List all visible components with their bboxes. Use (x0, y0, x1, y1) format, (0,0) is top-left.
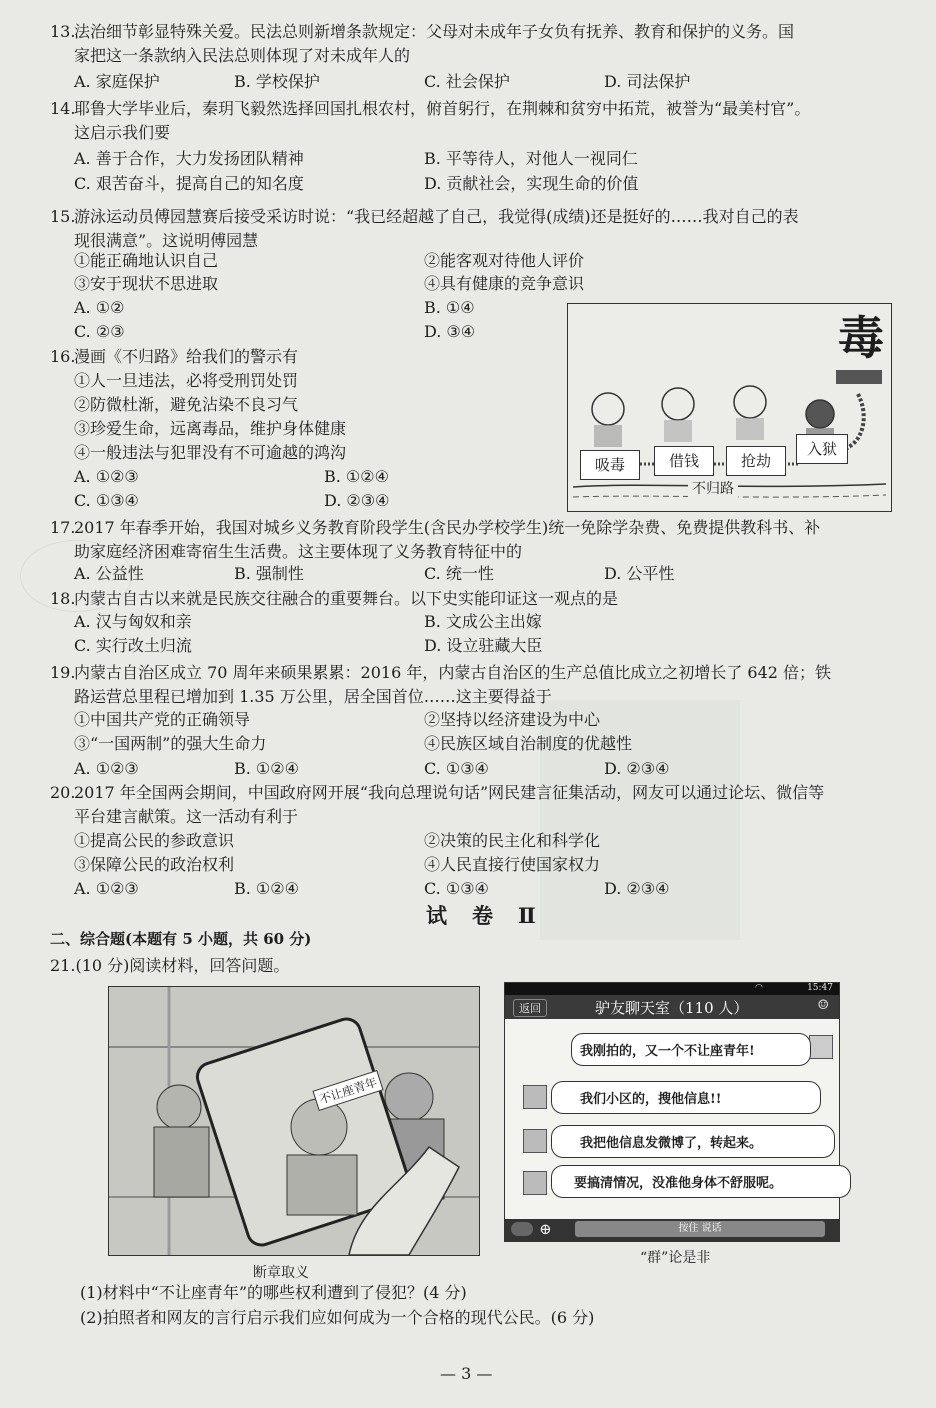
subquestion-2: (2)拍照者和网友的言行启示我们应如何成为一个合格的现代公民。(6 分) (80, 1308, 595, 1327)
question-stem: 法治细节彰显特殊关爱。民法总则新增条款规定：父母对未成年子女负有抚养、教育和保护的义务。国 (74, 22, 795, 41)
question-stem: 漫画《不归路》给我们的警示有 (74, 347, 299, 366)
option-b: B. 强制性 (234, 564, 304, 583)
option-a: A. 公益性 (74, 564, 144, 583)
group-members-icon[interactable]: ☺ (817, 998, 829, 1013)
question-21-head: 21.(10 分)阅读材料，回答问题。 (50, 956, 290, 975)
statement-3: ③“一国两制”的强大生命力 (74, 734, 267, 753)
question-stem: 平台建言献策。这一活动有利于 (74, 807, 299, 826)
box-drug: 吸毒 (580, 450, 640, 480)
question-stem: 路运营总里程已增加到 1.35 万公里，居全国首位……这主要得益于 (74, 687, 552, 706)
cartoon-bus-scene (108, 986, 480, 1256)
question-stem: 内蒙古自古以来就是民族交往融合的重要舞台。以下史实能印证这一观点的是 (74, 589, 619, 608)
chat-input-bar (505, 1219, 839, 1241)
question-number: 17. (50, 518, 76, 537)
chat-header (505, 995, 839, 1019)
question-stem: 游泳运动员傅园慧赛后接受采访时说：“我已经超越了自己，我觉得(成绩)还是挺好的……我对自己的表 (74, 207, 799, 226)
statement-3: ③安于现状不思进取 (74, 274, 219, 293)
chat-body (505, 1019, 839, 1219)
part-2-title: 试 卷 Ⅱ (426, 903, 538, 928)
status-time: 15:47 (807, 983, 833, 993)
status-bar (505, 983, 839, 995)
option-c: C. ①③④ (74, 491, 139, 510)
question-number: 19. (50, 663, 76, 682)
statement-4: ④一般违法与犯罪没有不可逾越的鸿沟 (74, 443, 347, 462)
option-b: B. ①②④ (234, 879, 299, 898)
subquestion-1: (1)材料中“不让座青年”的哪些权利遭到了侵犯？(4 分) (80, 1283, 467, 1302)
option-d: D. 设立驻藏大臣 (424, 636, 543, 655)
option-a: A. 汉与匈奴和亲 (74, 612, 192, 631)
bus-scene-drawing (109, 987, 479, 1255)
option-c: C. 艰苦奋斗，提高自己的知名度 (74, 174, 304, 193)
poison-sign: 毒 (838, 311, 884, 365)
page-number: — 3 — (440, 1364, 493, 1383)
chat-room-title: 驴友聊天室（110 人） (595, 999, 749, 1017)
option-c: C. 社会保护 (424, 72, 510, 91)
option-a: A. ①②③ (74, 467, 139, 486)
statement-2: ②坚持以经济建设为中心 (424, 710, 601, 729)
option-a: A. 家庭保护 (74, 72, 160, 91)
question-number: 14. (50, 99, 76, 118)
question-number: 16. (50, 347, 76, 366)
option-d: D. ②③④ (324, 491, 390, 510)
option-b: B. 平等待人，对他人一视同仁 (424, 149, 638, 168)
question-stem: 耶鲁大学毕业后，秦玥飞毅然选择回国扎根农村，俯首躬行，在荆棘和贫穷中拓荒，被誉为“最美村官”。 (74, 99, 811, 118)
question-stem: 现很满意”。这说明傅园慧 (74, 231, 259, 250)
statement-2: ②防微杜渐，避免沾染不良习气 (74, 395, 299, 414)
box-borrow: 借钱 (654, 446, 714, 476)
question-number: 15. (50, 207, 76, 226)
left-image-caption: 断章取义 (253, 1265, 309, 1281)
question-stem: 助家庭经济困难寄宿生生活费。这主要体现了义务教育特征中的 (74, 542, 523, 561)
question-stem: 这启示我们要 (74, 123, 171, 142)
road-label: 不归路 (688, 478, 738, 498)
box-prison: 入狱 (796, 434, 848, 464)
option-b: B. ①②④ (234, 759, 299, 778)
cartoon-no-return-road (567, 303, 892, 512)
plus-icon[interactable]: ⊕ (539, 1220, 552, 1238)
chat-message: 要搞清情况，没准他身体不舒服呢。 (551, 1165, 851, 1198)
avatar-left (523, 1085, 547, 1109)
option-d: D. ②③④ (604, 879, 670, 898)
voice-toggle-icon[interactable] (511, 1222, 533, 1236)
statement-1: ①能正确地认识自己 (74, 251, 219, 270)
option-a: A. ①②③ (74, 759, 139, 778)
option-b: B. 文成公主出嫁 (424, 612, 542, 631)
question-number: 18. (50, 589, 76, 608)
option-a: A. ①②③ (74, 879, 139, 898)
option-b: B. 学校保护 (234, 72, 320, 91)
option-d: D. 司法保护 (604, 72, 691, 91)
avatar-right (809, 1035, 833, 1059)
no-seat-label: 不让座青年 (312, 1070, 383, 1111)
option-a: A. ①② (74, 298, 125, 317)
chat-message: 我刚拍的，又一个不让座青年! (571, 1033, 811, 1066)
option-b: B. ①④ (424, 298, 475, 317)
back-button[interactable]: 返回 (513, 999, 547, 1017)
option-c: C. ①③④ (424, 759, 489, 778)
statement-4: ④具有健康的竞争意识 (424, 274, 585, 293)
statement-3: ③珍爱生命，远离毒品，维护身体健康 (74, 419, 347, 438)
statement-2: ②决策的民主化和科学化 (424, 831, 601, 850)
box-rob: 抢劫 (726, 446, 786, 476)
question-stem: 内蒙古自治区成立 70 周年来硕果累累：2016 年，内蒙古自治区的生产总值比成立之初增长了 642 倍；铁 (74, 663, 832, 682)
option-c: C. 实行改土归流 (74, 636, 192, 655)
statement-3: ③保障公民的政治权利 (74, 855, 235, 874)
option-d: D. ③④ (424, 322, 476, 341)
question-stem: 2017 年全国两会期间，中国政府网开展“我向总理说句话”网民建言征集活动，网友可以通过论坛、微信等 (74, 783, 825, 802)
option-c: C. 统一性 (424, 564, 494, 583)
option-b: B. ①②④ (324, 467, 389, 486)
option-d: D. ②③④ (604, 759, 670, 778)
option-d: D. 贡献社会，实现生命的价值 (424, 174, 639, 193)
question-stem: 2017 年春季开始，我国对城乡义务教育阶段学生(含民办学校学生)统一免除学杂费、免费提供教科书、补 (74, 518, 821, 537)
statement-4: ④民族区域自治制度的优越性 (424, 734, 633, 753)
statement-1: ①提高公民的参政意识 (74, 831, 235, 850)
statement-2: ②能客观对待他人评价 (424, 251, 585, 270)
section-title: 二、综合题(本题有 5 小题，共 60 分) (50, 930, 312, 948)
option-a: A. 善于合作，大力发扬团队精神 (74, 149, 304, 168)
avatar-left (523, 1171, 547, 1195)
option-d: D. 公平性 (604, 564, 675, 583)
statement-1: ①中国共产党的正确领导 (74, 710, 251, 729)
question-number: 13. (50, 22, 76, 41)
chat-message: 我们小区的，搜他信息!! (551, 1081, 821, 1114)
avatar-left (523, 1129, 547, 1153)
phone-chat-screenshot (504, 982, 840, 1242)
statement-4: ④人民直接行使国家权力 (424, 855, 601, 874)
chat-message: 我把他信息发微博了，转起来。 (551, 1125, 835, 1158)
wifi-icon: ◠ (755, 983, 763, 993)
statement-1: ①人一旦违法，必将受刑罚处罚 (74, 371, 299, 390)
option-c: C. ②③ (74, 322, 125, 341)
question-number: 20. (50, 783, 76, 802)
right-image-caption: “群”论是非 (640, 1250, 711, 1266)
question-stem: 家把这一条款纳入民法总则体现了对未成年人的 (74, 46, 411, 65)
hold-to-talk-button[interactable]: 按住 说话 (575, 1221, 825, 1237)
option-c: C. ①③④ (424, 879, 489, 898)
